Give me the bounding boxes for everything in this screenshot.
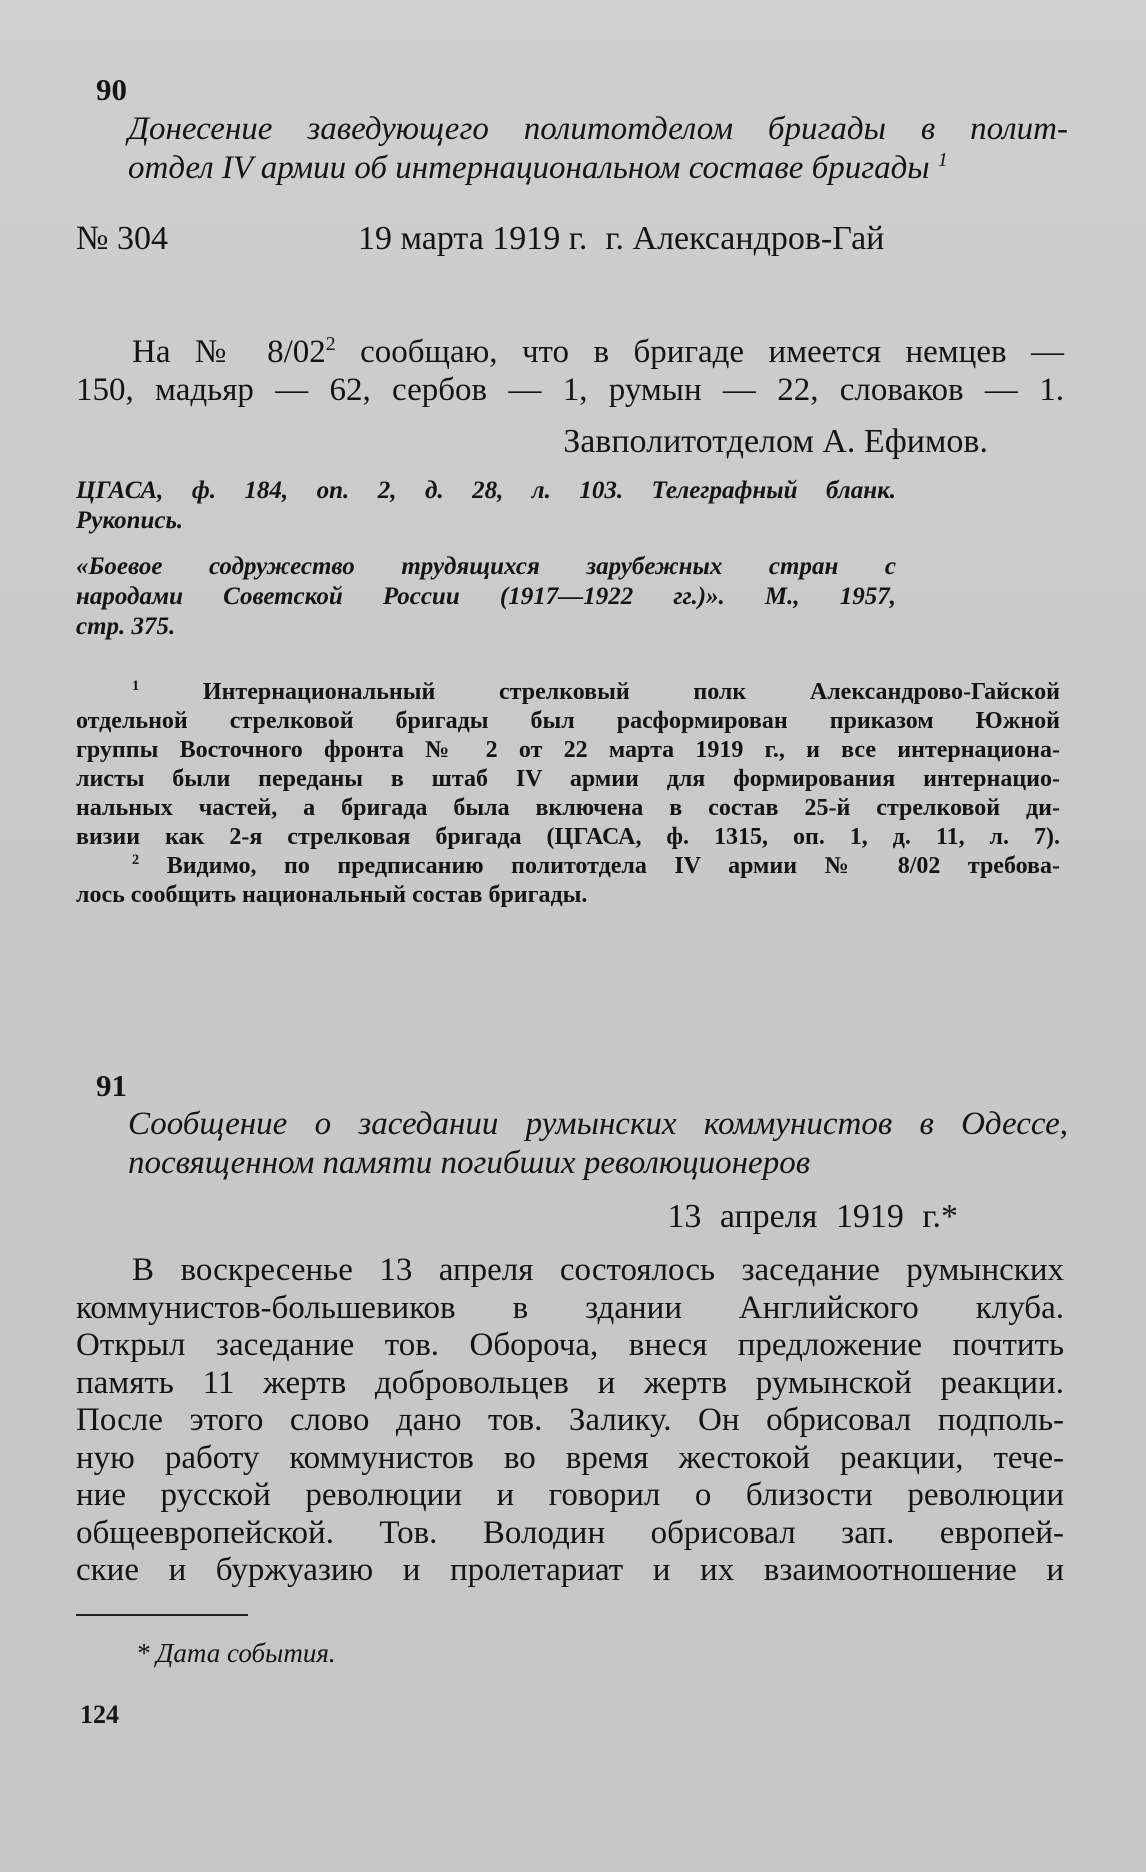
footnote-line: визии как 2-я стрелковая бригада (ЦГАСА, ф. 1315, оп. 1, д. 11, л. 7). (76, 824, 1060, 850)
body-line: коммунистов-большевиков в здании Английского клуба. (76, 1289, 1064, 1326)
title-line-text: отдел IV армии об интернациональном составе бригады (128, 150, 930, 186)
body-line: Открыл заседание тов. Обороча, внеся предложение почтить (76, 1327, 1064, 1363)
footnote-text: Видимо, по предписанию политотдела IV армии № 8/02 требова- (139, 853, 1060, 879)
event-date: 13 апреля 1919 г.* (667, 1198, 958, 1235)
footnote-line (76, 678, 1060, 707)
body-line: После этого слово дано тов. Залику. Он обрисовал подполь- (76, 1402, 1064, 1438)
signature: Завполитотделом А. Ефимов. (563, 423, 988, 460)
document-number-91: 91 (96, 1068, 127, 1103)
body-text: На № 8/02 (132, 334, 326, 370)
document-title-90 (128, 110, 1068, 188)
publication-line: «Боевое содружество трудящихся зарубежных стран с (76, 553, 896, 580)
title-footnote-ref: 1 (937, 149, 948, 171)
body-line (76, 334, 1064, 372)
footnote-line: отдельной стрелковой бригады был расформирован приказом Южной (76, 708, 1060, 734)
document-body-91 (76, 1252, 1064, 1590)
body-line: ную работу коммунистов во время жестокой реакции, тече- (76, 1439, 1064, 1476)
body-text: сообщаю, что в бригаде имеется немцев — (335, 334, 1064, 370)
publication-line: народами Советской России (1917—1922 гг.)». М., 1957, (76, 583, 896, 610)
page-number: 124 (80, 1700, 119, 1729)
document-place: г. Александров-Гай (605, 220, 885, 257)
footnote-ref: 2 (325, 333, 336, 355)
title-line: Донесение заведующего политотделом бригады в полит- (128, 111, 1068, 147)
document-date: 19 марта 1919 г. (358, 220, 588, 257)
footnotes (76, 678, 1060, 910)
footnote-line: лось сообщить национальный состав бригады. (76, 882, 588, 908)
publication-line: стр. 375. (76, 613, 176, 640)
title-line: посвященном памяти погибших революционеров (128, 1145, 811, 1181)
document-body-90 (76, 334, 1064, 409)
footnote-line: листы были переданы в штаб IV армии для формирования интернацио- (76, 766, 1060, 792)
document-meta-row (76, 220, 884, 258)
body-line: общеевропейской. Тов. Володин обрисовал зап. европей- (76, 1514, 1064, 1551)
body-line: ние русской революции и говорил о близости революции (76, 1477, 1064, 1513)
body-line: память 11 жертв добровольцев и жертв румынской реакции. (76, 1364, 1064, 1401)
title-line (128, 149, 1068, 188)
footnote-mark: 2 (132, 852, 140, 868)
date-footnote: * Дата события. (136, 1638, 336, 1668)
source-line: Рукопись. (76, 507, 184, 534)
document-number-90: 90 (96, 72, 127, 107)
footnote-line: группы Восточного фронта № 2 от 22 марта 1919 г., и все интернациона- (76, 737, 1060, 763)
document-title-91 (128, 1105, 1068, 1183)
body-line: В воскресенье 13 апреля состоялось заседание румынских (132, 1252, 1064, 1288)
archive-source (76, 476, 896, 536)
body-line: ские и буржуазию и пролетариат и их взаимоотношение и (76, 1552, 1064, 1588)
footnote-line: нальных частей, а бригада была включена в состав 25-й стрелковой ди- (76, 795, 1060, 821)
footnote-line (76, 852, 1060, 881)
footnote-text: Интернациональный стрелковый полк Александрово-Гайской (139, 679, 1060, 705)
title-line: Сообщение о заседании румынских коммунистов в Одессе, (128, 1106, 1068, 1142)
publication-source (76, 552, 896, 642)
body-line: 150, мадьяр — 62, сербов — 1, румын — 22, словаков — 1. (76, 371, 1064, 408)
source-line: ЦГАСА, ф. 184, оп. 2, д. 28, л. 103. Телеграфный бланк. (76, 477, 896, 504)
footnote-divider (76, 1614, 248, 1616)
footnote-mark: 1 (132, 678, 140, 694)
registration-number: № 304 (76, 220, 168, 257)
